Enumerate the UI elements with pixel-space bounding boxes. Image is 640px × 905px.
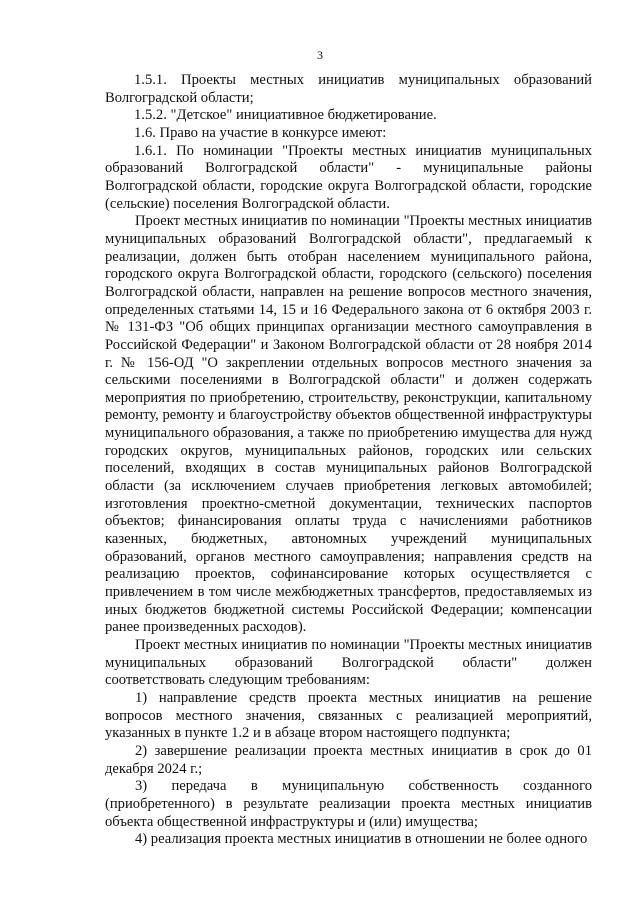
page-number: 3	[317, 48, 323, 62]
paragraph-1-5-1: 1.5.1. Проекты местных инициатив муниципальных образований Волгоградской области;	[105, 72, 592, 106]
paragraph-project-description: Проект местных инициатив по номинации "Проекты местных инициатив муниципальных образований Волгоградской области", предлагаемый к реализации, должен быть отобран населением муниципального района, городского округа Волгоградской области, городского (сельского) поселения Волгоградской области, направлен на решение вопросов местного значения, определенных статьями 14, 15 и 16 Федерального закона от 6 октября 2003 г. № 131-ФЗ "Об общих принципах организации местного самоуправления в Российской Федерации" и Законом Волгоградской области от 28 ноября 2014 г. № 156-ОД "О закреплении отдельных вопросов местного значения за сельскими поселениями в Волгоградской области" и должен содержать мероприятия по приобретению, строительству, реконструкции, капитальному ремонту, ремонту и благоустройству объектов общественной инфраструктуры муниципального образования, а также по приобретению имущества для нужд городских округов, муниципальных районов, городских или сельских поселений, входящих в состав муниципальных районов Волгоградской области (за исключением случаев приобретения легковых автомобилей; изготовления проектно-сметной документации, технических паспортов объектов; финансирования оплаты труда с начислениями работников казенных, бюджетных, автономных учреждений муниципальных образований, органов местного самоуправления; направления средств на реализацию проектов, софинансирование которых осуществляется с привлечением в том числе межбюджетных трансфертов, предоставляемых из иных бюджетов бюджетной системы Российской Федерации; компенсации ранее произведенных расходов).	[105, 213, 592, 636]
paragraph-1-6: 1.6. Право на участие в конкурсе имеют:	[134, 124, 387, 141]
requirement-item-4: 4) реализация проекта местных инициатив в отношении не более одного	[135, 831, 588, 848]
paragraph-1-6-1: 1.6.1. По номинации "Проекты местных инициатив муниципальных образований Волгоградской области" - муниципальные районы Волгоградской области, городские округа Волгоградской области, городские (сельские) поселения Волгоградской области.	[105, 142, 592, 212]
paragraph-requirements-intro: Проект местных инициатив по номинации "Проекты местных инициатив муниципальных образований Волгоградской области" должен соответствовать следующим требованиям:	[105, 637, 592, 689]
requirement-item-3: 3) передача в муниципальную собственность созданного (приобретенного) в результате реализации проекта местных инициатив объекта общественной инфраструктуры и (или) имущества;	[105, 778, 592, 830]
document-body	[105, 72, 592, 849]
requirement-item-1: 1) направление средств проекта местных инициатив на решение вопросов местного значения, связанных с реализацией мероприятий, указанных в пункте 1.2 и в абзаце втором настоящего подпункта;	[105, 689, 592, 742]
paragraph-1-5-2: 1.5.2. "Детское" инициативное бюджетирование.	[134, 107, 437, 124]
requirement-item-2: 2) завершение реализации проекта местных инициатив в срок до 01 декабря 2024 г.;	[105, 742, 592, 777]
